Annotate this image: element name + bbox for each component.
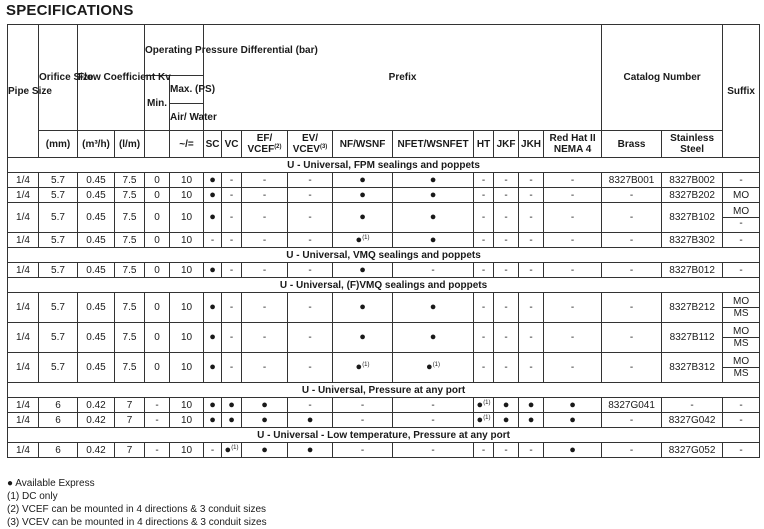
cell-min: 0: [145, 353, 170, 383]
cell-pipe: 1/4: [8, 173, 39, 188]
cell-suffix: [723, 293, 760, 323]
cell-jkh: -: [519, 233, 544, 248]
cell-orifice: 5.7: [39, 188, 78, 203]
cell-max: 10: [170, 323, 204, 353]
cell-brass: 8327B001: [602, 173, 662, 188]
cell-vc: -: [222, 173, 242, 188]
cell-ev: ●: [288, 443, 333, 458]
cell-suffix: -: [723, 398, 760, 413]
cell-pipe: 1/4: [8, 353, 39, 383]
suffix-option: MO: [723, 206, 759, 218]
cell-max: 10: [170, 203, 204, 233]
cell-sc: ●: [204, 263, 222, 278]
cell-stainless: -: [662, 398, 723, 413]
cell-vc: -: [222, 353, 242, 383]
header-ac-dc: ~/=: [170, 131, 204, 158]
cell-ef: -: [242, 188, 288, 203]
cell-min: 0: [145, 203, 170, 233]
header-orifice-size: Orifice Size: [39, 25, 78, 131]
cell-vc: -: [222, 263, 242, 278]
cell-nf: ●$^{(1)}$: [333, 233, 393, 248]
cell-vc: -: [222, 233, 242, 248]
specifications-table: [7, 24, 760, 458]
table-row: [8, 233, 760, 248]
cell-jkf: -: [494, 443, 519, 458]
cell-jkh: ●: [519, 413, 544, 428]
cell-orifice: 6: [39, 398, 78, 413]
cell-ht: -: [474, 323, 494, 353]
section-title: U - Universal, FPM sealings and poppets: [8, 158, 760, 173]
section-title: U - Universal, Pressure at any port: [8, 383, 760, 398]
cell-orifice: 5.7: [39, 173, 78, 188]
cell-ef: -: [242, 263, 288, 278]
cell-sc: -: [204, 233, 222, 248]
cell-brass: -: [602, 443, 662, 458]
cell-nfet: -: [393, 413, 474, 428]
cell-ht: -: [474, 233, 494, 248]
header-pipe-size: Pipe Size: [8, 25, 39, 158]
cell-max: 10: [170, 398, 204, 413]
cell-ht: -: [474, 173, 494, 188]
cell-m3h: 0.45: [78, 263, 115, 278]
cell-ef: -: [242, 233, 288, 248]
cell-max: 10: [170, 293, 204, 323]
cell-red: -: [544, 293, 602, 323]
header-stainless-steel: Stainless Steel: [662, 131, 723, 158]
table-header: [8, 25, 760, 158]
cell-ev: -: [288, 353, 333, 383]
cell-stainless: 8327B112: [662, 323, 723, 353]
cell-ev: -: [288, 233, 333, 248]
cell-brass: 8327G041: [602, 398, 662, 413]
cell-max: 10: [170, 173, 204, 188]
table-body: [8, 158, 760, 458]
suffix-option: MS: [733, 308, 749, 319]
cell-ef: -: [242, 173, 288, 188]
cell-red: -: [544, 263, 602, 278]
cell-sc: ●: [204, 398, 222, 413]
header-prefix-ht: HT: [474, 131, 494, 158]
cell-nfet: ●$^{(1)}$: [393, 353, 474, 383]
cell-jkh: -: [519, 293, 544, 323]
cell-ef: ●: [242, 398, 288, 413]
cell-stainless: 8327B012: [662, 263, 723, 278]
cell-ev: -: [288, 188, 333, 203]
note-vcef: (2) VCEF can be mounted in 4 directions & 3 conduit sizes: [7, 504, 267, 515]
cell-lmin: 7: [115, 398, 145, 413]
cell-nfet: ●: [393, 188, 474, 203]
cell-vc: ●: [222, 413, 242, 428]
cell-ht: -: [474, 293, 494, 323]
cell-brass: -: [602, 413, 662, 428]
section-title: U - Universal, (F)VMQ sealings and poppets: [8, 278, 760, 293]
cell-nfet: -: [393, 443, 474, 458]
cell-lmin: 7.5: [115, 263, 145, 278]
header-prefix-vc: VC: [222, 131, 242, 158]
cell-ht: ●$^{(1)}$: [474, 413, 494, 428]
header-prefix-ef: EF/ VCEF$^{(2)}$: [242, 131, 288, 158]
cell-lmin: 7.5: [115, 188, 145, 203]
cell-sc: ●: [204, 353, 222, 383]
cell-max: 10: [170, 263, 204, 278]
cell-ef: -: [242, 293, 288, 323]
cell-brass: -: [602, 323, 662, 353]
header-flow-coefficient: Flow Coefficient Kv: [78, 25, 145, 131]
cell-jkh: ●: [519, 398, 544, 413]
cell-ef: ●: [242, 443, 288, 458]
cell-jkf: -: [494, 323, 519, 353]
suffix-option: MS: [733, 338, 749, 349]
cell-m3h: 0.45: [78, 188, 115, 203]
cell-nfet: ●: [393, 323, 474, 353]
cell-vc: -: [222, 188, 242, 203]
table-row: [8, 263, 760, 278]
cell-jkh: -: [519, 188, 544, 203]
header-suffix: Suffix: [723, 25, 760, 158]
cell-jkf: -: [494, 173, 519, 188]
table-row: [8, 323, 760, 353]
cell-jkf: -: [494, 263, 519, 278]
footnotes: [7, 477, 267, 529]
cell-lmin: 7.5: [115, 233, 145, 248]
cell-lmin: 7.5: [115, 323, 145, 353]
cell-red: ●: [544, 398, 602, 413]
header-prefix-sc: SC: [204, 131, 222, 158]
cell-jkh: -: [519, 443, 544, 458]
cell-min: -: [145, 443, 170, 458]
cell-lmin: 7: [115, 443, 145, 458]
cell-ht: ●$^{(1)}$: [474, 398, 494, 413]
cell-m3h: 0.45: [78, 203, 115, 233]
suffix-option: MO: [723, 326, 759, 338]
cell-m3h: 0.45: [78, 323, 115, 353]
header-unit-lmin: (l/m): [115, 131, 145, 158]
cell-sc: ●: [204, 413, 222, 428]
cell-stainless: 8327B302: [662, 233, 723, 248]
cell-nf: ●: [333, 188, 393, 203]
cell-jkf: ●: [494, 413, 519, 428]
suffix-option: MO: [723, 356, 759, 368]
cell-jkf: -: [494, 188, 519, 203]
header-prefix-nf: NF/WSNF: [333, 131, 393, 158]
cell-orifice: 5.7: [39, 293, 78, 323]
cell-stainless: 8327B212: [662, 293, 723, 323]
cell-m3h: 0.45: [78, 293, 115, 323]
cell-max: 10: [170, 188, 204, 203]
cell-suffix: [723, 203, 760, 233]
cell-lmin: 7.5: [115, 353, 145, 383]
cell-ef: ●: [242, 413, 288, 428]
cell-nf: ●: [333, 203, 393, 233]
header-min-blank: [145, 131, 170, 158]
cell-vc: ●: [222, 398, 242, 413]
cell-nfet: ●: [393, 173, 474, 188]
cell-nfet: ●: [393, 233, 474, 248]
cell-stainless: 8327B002: [662, 173, 723, 188]
cell-jkf: -: [494, 293, 519, 323]
cell-orifice: 5.7: [39, 203, 78, 233]
cell-jkh: -: [519, 263, 544, 278]
cell-nf: ●: [333, 293, 393, 323]
cell-m3h: 0.45: [78, 353, 115, 383]
cell-nf: ●: [333, 173, 393, 188]
cell-stainless: 8327B202: [662, 188, 723, 203]
cell-jkf: -: [494, 233, 519, 248]
section-header: [8, 428, 760, 443]
cell-min: -: [145, 413, 170, 428]
cell-orifice: 5.7: [39, 323, 78, 353]
suffix-option: MS: [733, 368, 749, 379]
cell-max: 10: [170, 413, 204, 428]
header-air-water: Air/ Water: [170, 104, 204, 131]
cell-vc: -: [222, 293, 242, 323]
cell-jkh: -: [519, 173, 544, 188]
table-row: [8, 173, 760, 188]
note-vcev: (3) VCEV can be mounted in 4 directions & 3 conduit sizes: [7, 517, 267, 528]
cell-red: -: [544, 323, 602, 353]
cell-pipe: 1/4: [8, 413, 39, 428]
header-unit-m3h: (m³/h): [78, 131, 115, 158]
cell-brass: -: [602, 233, 662, 248]
cell-ev: ●: [288, 413, 333, 428]
cell-lmin: 7.5: [115, 293, 145, 323]
cell-min: 0: [145, 323, 170, 353]
header-max-ps: Max. (PS): [170, 76, 204, 104]
cell-orifice: 5.7: [39, 233, 78, 248]
table-row: [8, 353, 760, 383]
cell-vc: ●$^{(1)}$: [222, 443, 242, 458]
cell-pipe: 1/4: [8, 293, 39, 323]
cell-ef: -: [242, 353, 288, 383]
header-prefix-red-hat: Red Hat II NEMA 4: [544, 131, 602, 158]
cell-brass: -: [602, 188, 662, 203]
cell-lmin: 7: [115, 413, 145, 428]
cell-pipe: 1/4: [8, 443, 39, 458]
cell-vc: -: [222, 323, 242, 353]
cell-brass: -: [602, 263, 662, 278]
note-dc-only: (1) DC only: [7, 491, 58, 502]
cell-ht: -: [474, 203, 494, 233]
header-prefix-jkh: JKH: [519, 131, 544, 158]
cell-sc: ●: [204, 323, 222, 353]
cell-suffix: [723, 323, 760, 353]
cell-sc: ●: [204, 293, 222, 323]
cell-sc: ●: [204, 173, 222, 188]
cell-stainless: 8327B312: [662, 353, 723, 383]
cell-jkh: -: [519, 323, 544, 353]
cell-vc: -: [222, 203, 242, 233]
cell-pipe: 1/4: [8, 263, 39, 278]
cell-ht: -: [474, 353, 494, 383]
cell-jkf: ●: [494, 398, 519, 413]
table-row: [8, 413, 760, 428]
cell-orifice: 6: [39, 413, 78, 428]
cell-sc: ●: [204, 188, 222, 203]
cell-brass: -: [602, 353, 662, 383]
table-row: [8, 398, 760, 413]
header-brass: Brass: [602, 131, 662, 158]
table-row: [8, 203, 760, 233]
cell-nfet: ●: [393, 293, 474, 323]
cell-min: 0: [145, 263, 170, 278]
cell-orifice: 5.7: [39, 353, 78, 383]
cell-m3h: 0.45: [78, 173, 115, 188]
cell-nf: ●: [333, 323, 393, 353]
header-prefix-ev: EV/ VCEV$^{(3)}$: [288, 131, 333, 158]
cell-suffix: -: [723, 263, 760, 278]
cell-ev: -: [288, 323, 333, 353]
cell-max: 10: [170, 353, 204, 383]
header-prefix: Prefix: [204, 25, 602, 131]
cell-suffix: [723, 353, 760, 383]
cell-ef: -: [242, 203, 288, 233]
cell-sc: -: [204, 443, 222, 458]
cell-red: -: [544, 173, 602, 188]
cell-suffix: MO: [723, 188, 760, 203]
cell-suffix: -: [723, 413, 760, 428]
cell-suffix: -: [723, 443, 760, 458]
cell-ht: -: [474, 188, 494, 203]
cell-orifice: 5.7: [39, 263, 78, 278]
cell-stainless: 8327G052: [662, 443, 723, 458]
cell-max: 10: [170, 443, 204, 458]
cell-ev: -: [288, 203, 333, 233]
cell-red: ●: [544, 413, 602, 428]
header-unit-mm: (mm): [39, 131, 78, 158]
table-row: [8, 293, 760, 323]
cell-ev: -: [288, 173, 333, 188]
cell-sc: ●: [204, 203, 222, 233]
cell-ht: -: [474, 263, 494, 278]
cell-m3h: 0.42: [78, 413, 115, 428]
table-row: [8, 443, 760, 458]
suffix-option: -: [739, 218, 743, 229]
cell-pipe: 1/4: [8, 188, 39, 203]
cell-pipe: 1/4: [8, 398, 39, 413]
cell-lmin: 7.5: [115, 203, 145, 233]
cell-m3h: 0.42: [78, 443, 115, 458]
cell-jkh: -: [519, 203, 544, 233]
cell-jkh: -: [519, 353, 544, 383]
cell-min: 0: [145, 188, 170, 203]
cell-min: 0: [145, 173, 170, 188]
cell-brass: -: [602, 293, 662, 323]
cell-stainless: 8327B102: [662, 203, 723, 233]
cell-jkf: -: [494, 203, 519, 233]
page-title: SPECIFICATIONS: [6, 2, 134, 19]
section-title: U - Universal, VMQ sealings and poppets: [8, 248, 760, 263]
cell-suffix: -: [723, 173, 760, 188]
header-catalog-number: Catalog Number: [602, 25, 723, 131]
section-header: [8, 278, 760, 293]
cell-ev: -: [288, 293, 333, 323]
cell-red: -: [544, 233, 602, 248]
cell-m3h: 0.45: [78, 233, 115, 248]
cell-pipe: 1/4: [8, 233, 39, 248]
cell-nf: -: [333, 443, 393, 458]
cell-lmin: 7.5: [115, 173, 145, 188]
suffix-option: MO: [723, 296, 759, 308]
cell-pipe: 1/4: [8, 323, 39, 353]
table-row: [8, 188, 760, 203]
cell-red: -: [544, 188, 602, 203]
cell-brass: -: [602, 203, 662, 233]
cell-jkf: -: [494, 353, 519, 383]
header-prefix-jkf: JKF: [494, 131, 519, 158]
cell-min: 0: [145, 233, 170, 248]
header-prefix-nfet: NFET/WSNFET: [393, 131, 474, 158]
cell-m3h: 0.42: [78, 398, 115, 413]
cell-red: ●: [544, 443, 602, 458]
cell-ev: -: [288, 398, 333, 413]
cell-nfet: ●: [393, 203, 474, 233]
cell-nf: ●$^{(1)}$: [333, 353, 393, 383]
cell-suffix: -: [723, 233, 760, 248]
note-available-express: ● Available Express: [7, 478, 95, 489]
cell-nfet: -: [393, 398, 474, 413]
cell-min: 0: [145, 293, 170, 323]
section-header: [8, 248, 760, 263]
cell-nf: -: [333, 398, 393, 413]
cell-pipe: 1/4: [8, 203, 39, 233]
cell-red: -: [544, 353, 602, 383]
header-min: Min.: [145, 76, 170, 131]
cell-min: -: [145, 398, 170, 413]
cell-ef: -: [242, 323, 288, 353]
section-title: U - Universal - Low temperature, Pressure at any port: [8, 428, 760, 443]
cell-ht: -: [474, 443, 494, 458]
header-operating-pressure: Operating Pressure Differential (bar): [145, 25, 204, 76]
cell-red: -: [544, 203, 602, 233]
cell-max: 10: [170, 233, 204, 248]
cell-orifice: 6: [39, 443, 78, 458]
cell-stainless: 8327G042: [662, 413, 723, 428]
cell-nf: ●: [333, 263, 393, 278]
cell-nfet: -: [393, 263, 474, 278]
cell-nf: -: [333, 413, 393, 428]
cell-ev: -: [288, 263, 333, 278]
section-header: [8, 158, 760, 173]
section-header: [8, 383, 760, 398]
